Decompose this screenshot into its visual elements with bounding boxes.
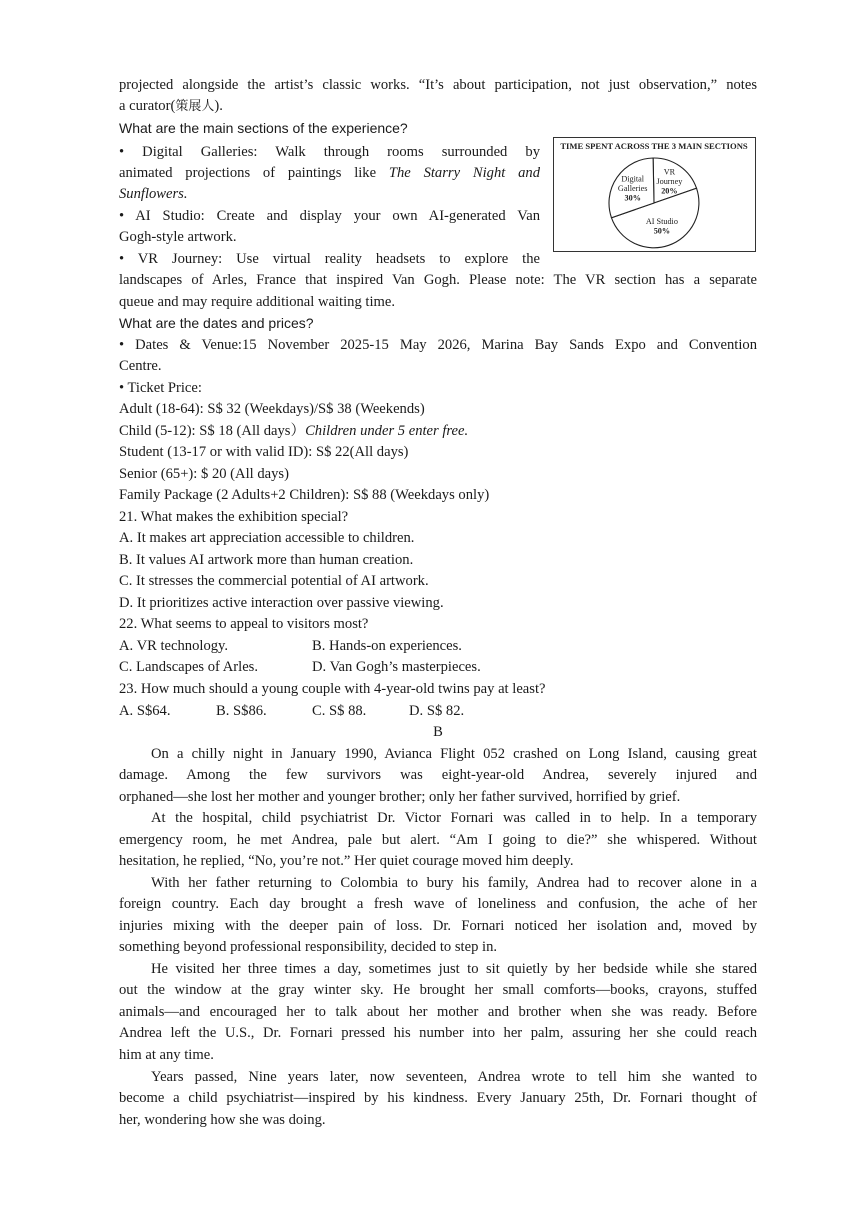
p1-line-3: orphaned—she lost her mother and younger brother; only her father survived, horrified by grief. xyxy=(119,789,681,805)
vr-journey-line-3: queue and may require additional waiting time. xyxy=(119,294,395,310)
price-senior: Senior (65+): $ 20 (All days) xyxy=(119,466,289,482)
pie-slice-label-2: Digital xyxy=(621,174,645,184)
p3-line-2: foreign country. Each day brought a fresh wave of loneliness and confusion, the ache of her xyxy=(119,896,757,912)
pie-slice-label-1: AI Studio xyxy=(645,216,678,226)
p4-line-3: animals—and encouraged her to talk about her mother and brother when she was ready. Before xyxy=(119,1004,757,1020)
q22-option-b: B. Hands-on experiences. xyxy=(312,638,462,654)
q22-option-c: C. Landscapes of Arles. xyxy=(119,659,259,675)
pie-slice-label-0: VR xyxy=(663,167,676,177)
q23-option-d: D. S$ 82. xyxy=(409,703,465,719)
chart-title: TIME SPENT ACROSS THE 3 MAIN SECTIONS xyxy=(560,141,748,151)
q23-option-a: A. S$64. xyxy=(119,703,171,719)
digital-galleries-line-2: animated projections of paintings like The Starry Night and xyxy=(119,165,540,181)
pie-slice-label-2: Galleries xyxy=(617,184,648,194)
p3-line-4: something beyond professional responsibility, decided to step in. xyxy=(119,939,498,955)
pie-chart-box xyxy=(553,137,756,252)
p2-line-2: emergency room, he met Andrea, pale but alert. “Am I going to die?” she whispered. Without xyxy=(119,832,757,848)
vr-journey-line-2: landscapes of Arles, France that inspired Van Gogh. Please note: The VR section has a separate xyxy=(119,272,757,288)
p4-line-5: him at any time. xyxy=(119,1047,214,1063)
p5-line-1: Years passed, Nine years later, now seventeen, Andrea wrote to tell him she wanted to xyxy=(151,1069,757,1085)
p3-line-3: injuries mixing with the deeper pain of loss. Dr. Fornari noticed her isolation and, moved by xyxy=(119,918,757,934)
ai-studio-line-1: • AI Studio: Create and display your own AI-generated Van xyxy=(119,208,540,224)
q23-options xyxy=(119,701,757,721)
q21-option-c: C. It stresses the commercial potential of AI artwork. xyxy=(119,573,429,589)
pie-value-label-1: 50% xyxy=(653,226,671,236)
p5-line-3: her, wondering how she was doing. xyxy=(119,1112,326,1128)
pie-slice-label-0: Journey xyxy=(656,176,683,186)
q22-options-row-2 xyxy=(119,657,757,677)
q21-option-b: B. It values AI artwork more than human creation. xyxy=(119,552,414,568)
ai-studio-line-2: Gogh-style artwork. xyxy=(119,229,237,245)
q21-option-a: A. It makes art appreciation accessible to children. xyxy=(119,530,415,546)
p4-line-2: out the window at the gray winter sky. He brought her small comforts—books, crayons, stuffed xyxy=(119,982,757,998)
q22-option-a: A. VR technology. xyxy=(119,638,229,654)
ticket-price-heading: • Ticket Price: xyxy=(119,380,202,396)
venue-line-1: • Dates & Venue:15 November 2025-15 May 2026, Marina Bay Sands Expo and Convention xyxy=(119,337,757,353)
price-child: Child (5-12): S$ 18 (All days）Children under 5 enter free. xyxy=(119,423,469,439)
passage-b-label: B xyxy=(433,724,443,740)
intro-line-2: a curator(策展人). xyxy=(119,98,223,114)
q23-stem: 23. How much should a young couple with 4-year-old twins pay at least? xyxy=(119,681,546,697)
q21-option-d: D. It prioritizes active interaction over passive viewing. xyxy=(119,595,444,611)
vr-journey-line-1: • VR Journey: Use virtual reality headsets to explore the xyxy=(119,251,540,267)
digital-galleries-line-3: Sunflowers. xyxy=(119,186,188,202)
dates-question: What are the dates and prices? xyxy=(119,315,314,331)
p4-line-1: He visited her three times a day, sometimes just to sit quietly by her bedside while she stared xyxy=(151,961,757,977)
q22-options-row-1 xyxy=(119,636,757,656)
price-student: Student (13-17 or with valid ID): S$ 22(All days) xyxy=(119,444,409,460)
digital-galleries-line-1: • Digital Galleries: Walk through rooms surrounded by xyxy=(119,144,540,160)
q22-option-d: D. Van Gogh’s masterpieces. xyxy=(312,659,481,675)
q21-stem: 21. What makes the exhibition special? xyxy=(119,509,349,525)
p2-line-3: hesitation, he replied, “No, you’re not.” Her quiet courage moved him deeply. xyxy=(119,853,574,869)
p1-line-1: On a chilly night in January 1990, Avianca Flight 052 crashed on Long Island, causing great xyxy=(151,746,757,762)
p4-line-4: Andrea left the U.S., Dr. Fornari pressed his number into her palm, assuring her she could reach xyxy=(119,1025,757,1041)
pie-value-label-0: 20% xyxy=(661,186,678,196)
pie-chart xyxy=(554,138,755,251)
q22-stem: 22. What seems to appeal to visitors most? xyxy=(119,616,369,632)
price-adult: Adult (18-64): S$ 32 (Weekdays)/S$ 38 (Weekends) xyxy=(119,401,425,417)
sections-question: What are the main sections of the experience? xyxy=(119,120,408,136)
p3-line-1: With her father returning to Colombia to bury his family, Andrea had to recover alone in a xyxy=(151,875,757,891)
intro-line-1: projected alongside the artist’s classic works. “It’s about participation, not just observation,” notes xyxy=(119,77,757,93)
q23-option-b: B. S$86. xyxy=(216,703,267,719)
p2-line-1: At the hospital, child psychiatrist Dr. Victor Fornari was called in to help. In a temporary xyxy=(151,810,757,826)
pie-value-label-2: 30% xyxy=(624,193,641,203)
q23-option-c: C. S$ 88. xyxy=(312,703,367,719)
p5-line-2: become a child psychiatrist—inspired by his kindness. Every January 25th, Dr. Fornari thought of xyxy=(119,1090,757,1106)
venue-line-2: Centre. xyxy=(119,358,162,374)
price-family: Family Package (2 Adults+2 Children): S$ 88 (Weekdays only) xyxy=(119,487,490,503)
p1-line-2: damage. Among the few survivors was eight-year-old Andrea, severely injured and xyxy=(119,767,757,783)
